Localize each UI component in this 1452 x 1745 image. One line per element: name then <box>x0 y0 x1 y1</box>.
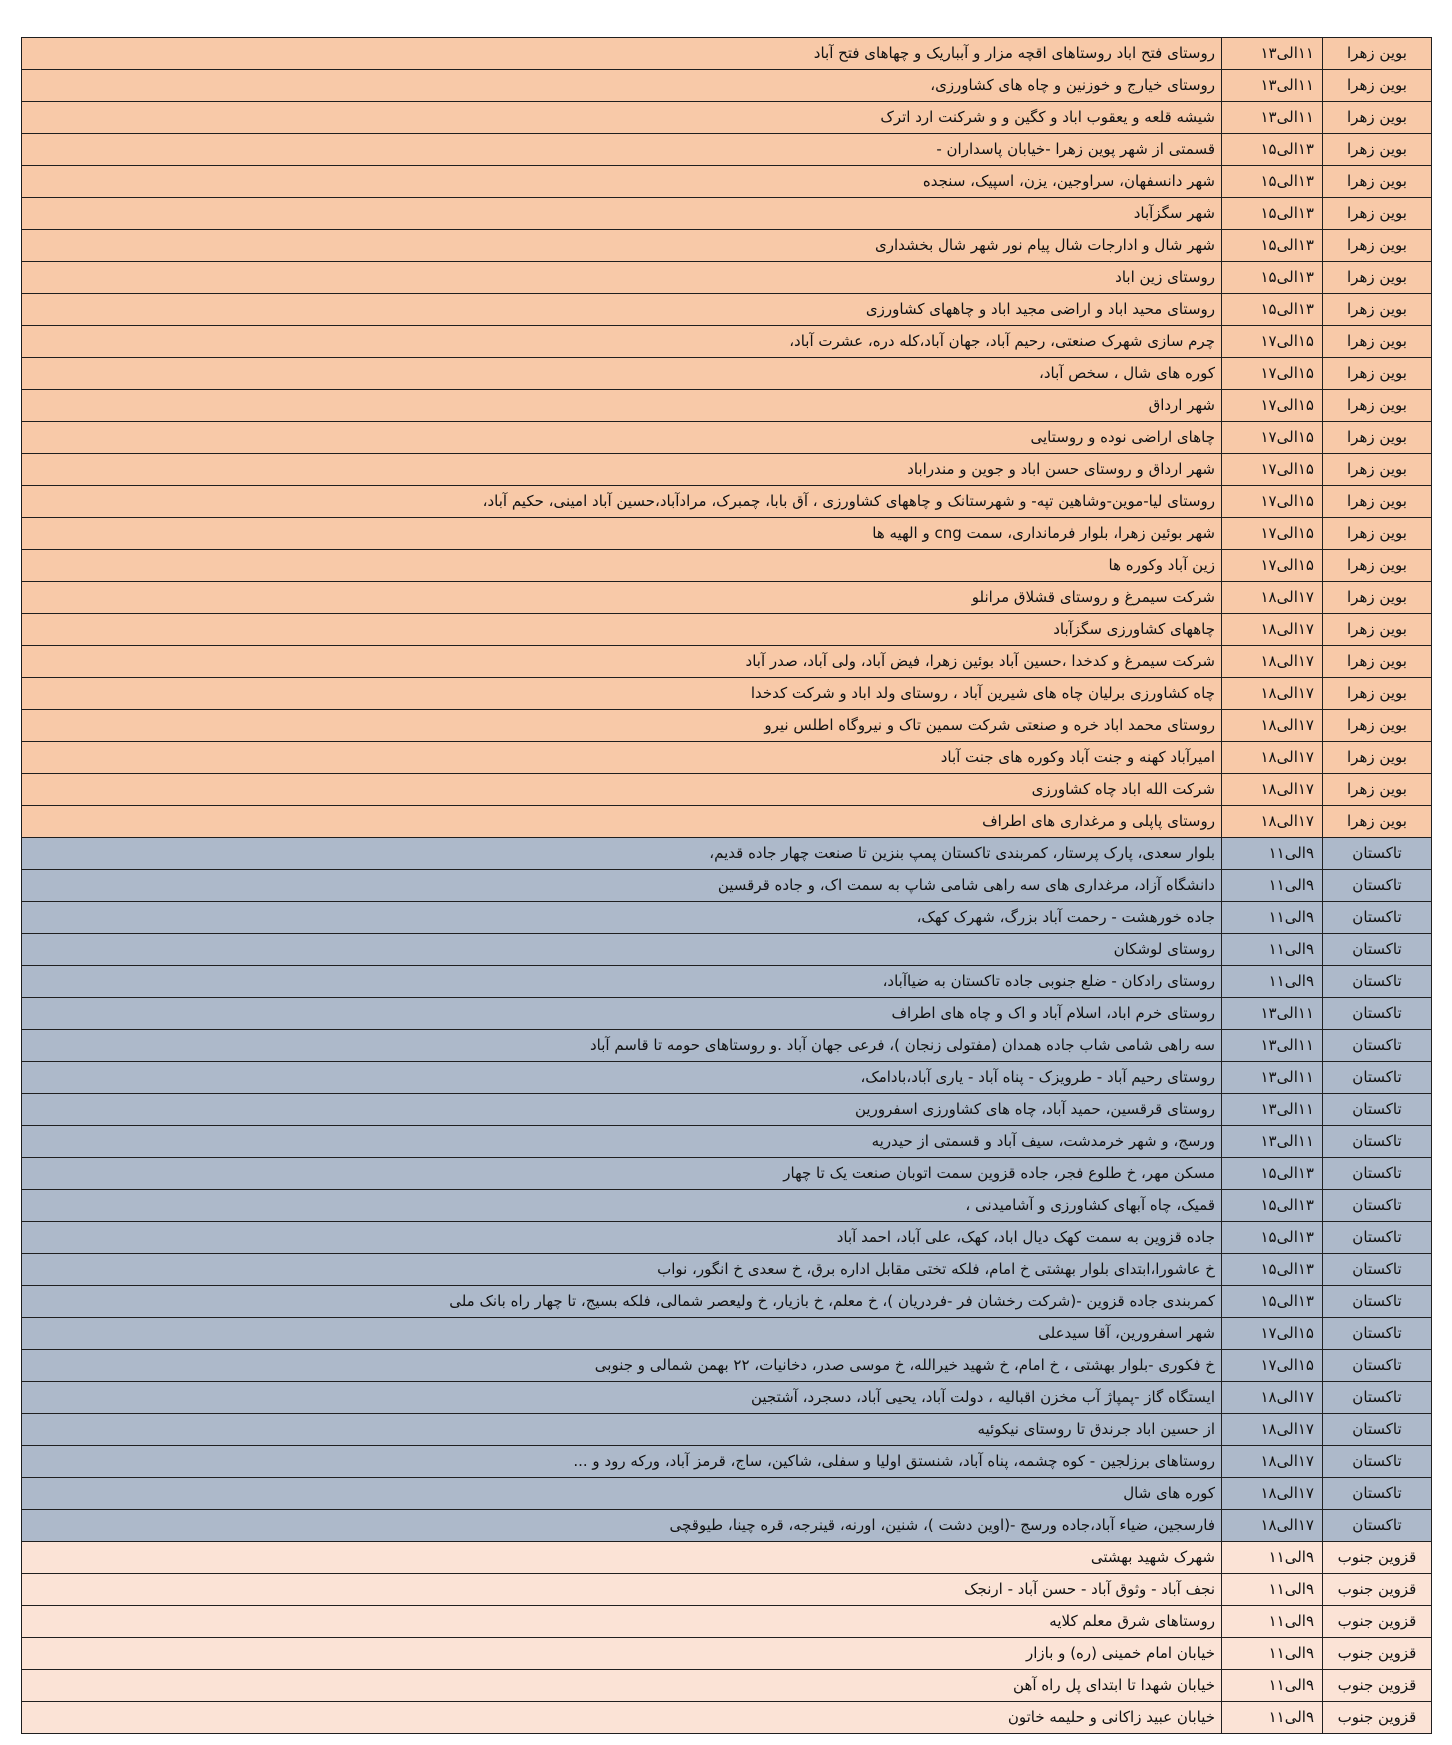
region-cell: بوین زهرا <box>1323 678 1432 710</box>
region-cell: تاکستان <box>1323 1254 1432 1286</box>
table-row <box>22 1222 1432 1254</box>
region-cell: تاکستان <box>1323 1318 1432 1350</box>
region-cell: بوین زهرا <box>1323 582 1432 614</box>
region-cell: قزوین جنوب <box>1323 1606 1432 1638</box>
region-cell: بوین زهرا <box>1323 166 1432 198</box>
area-cell: سه راهی شامی شاب جاده همدان (مفتولی زنجان )، فرعی جهان آباد .و روستاهای حومه تا قاسم آباد <box>22 1030 1222 1062</box>
area-cell: چاه کشاورزی برلیان چاه های شیرین آباد ، روستای ولد اباد و شرکت کدخدا <box>22 678 1222 710</box>
hours-cell: ۱۳الی۱۵ <box>1222 262 1323 294</box>
table-row <box>22 614 1432 646</box>
region-cell: بوین زهرا <box>1323 806 1432 838</box>
hours-cell: ۹الی۱۱ <box>1222 1542 1323 1574</box>
table-row <box>22 70 1432 102</box>
area-cell: جاده خورهشت - رحمت آباد بزرگ، شهرک کهک، <box>22 902 1222 934</box>
area-cell: کوره های شال ، سخص آباد، <box>22 358 1222 390</box>
table-row <box>22 1702 1432 1734</box>
table-row <box>22 1414 1432 1446</box>
hours-cell: ۱۱الی۱۳ <box>1222 1030 1323 1062</box>
area-cell: شهر بوئین زهرا، بلوار فرمانداری، سمت cng و الهیه ها <box>22 518 1222 550</box>
hours-cell: ۹الی۱۱ <box>1222 838 1323 870</box>
region-cell: تاکستان <box>1323 1478 1432 1510</box>
area-cell: روستای پاپلی و مرغداری های اطراف <box>22 806 1222 838</box>
table-row <box>22 1030 1432 1062</box>
region-cell: بوین زهرا <box>1323 294 1432 326</box>
area-cell: روستای لوشکان <box>22 934 1222 966</box>
table-row <box>22 1574 1432 1606</box>
table-row <box>22 710 1432 742</box>
region-cell: قزوین جنوب <box>1323 1702 1432 1734</box>
area-cell: چاهای اراضی نوده و روستایی <box>22 422 1222 454</box>
hours-cell: ۱۳الی۱۵ <box>1222 198 1323 230</box>
table-row <box>22 582 1432 614</box>
area-cell: مسکن مهر، خ طلوع فجر، جاده قزوین سمت اتوبان صنعت یک تا چهار <box>22 1158 1222 1190</box>
hours-cell: ۱۳الی۱۵ <box>1222 1286 1323 1318</box>
table-row <box>22 134 1432 166</box>
table-row <box>22 1286 1432 1318</box>
region-cell: تاکستان <box>1323 998 1432 1030</box>
hours-cell: ۹الی۱۱ <box>1222 1606 1323 1638</box>
table-row <box>22 294 1432 326</box>
table-row <box>22 358 1432 390</box>
region-cell: تاکستان <box>1323 1030 1432 1062</box>
hours-cell: ۱۱الی۱۳ <box>1222 1062 1323 1094</box>
table-row <box>22 1190 1432 1222</box>
table-row <box>22 1094 1432 1126</box>
area-cell: ایستگاه گاز -پمپاژ آب مخزن اقبالیه ، دولت آباد، یحیی آباد، دسجرد، آشتجین <box>22 1382 1222 1414</box>
region-cell: تاکستان <box>1323 1510 1432 1542</box>
table-row <box>22 1350 1432 1382</box>
area-cell: شیشه قلعه و یعقوب اباد و کگین و و شرکنت ارد اترک <box>22 102 1222 134</box>
area-cell: روستای رحیم آباد - طرویزک - پناه آباد - یاری آباد،بادامک، <box>22 1062 1222 1094</box>
table-row <box>22 966 1432 998</box>
table-row <box>22 166 1432 198</box>
area-cell: روستای محید اباد و اراضی مجید اباد و چاههای کشاورزی <box>22 294 1222 326</box>
table-row <box>22 1318 1432 1350</box>
hours-cell: ۱۵الی۱۷ <box>1222 1350 1323 1382</box>
region-cell: بوین زهرا <box>1323 198 1432 230</box>
region-cell: تاکستان <box>1323 1382 1432 1414</box>
area-cell: امیرآباد کهنه و جنت آباد وکوره های جنت آباد <box>22 742 1222 774</box>
area-cell: روستای خیارج و خوزنین و چاه های کشاورزی، <box>22 70 1222 102</box>
region-cell: بوین زهرا <box>1323 230 1432 262</box>
table-row <box>22 262 1432 294</box>
region-cell: قزوین جنوب <box>1323 1542 1432 1574</box>
area-cell: زین آباد وکوره ها <box>22 550 1222 582</box>
hours-cell: ۱۷الی۱۸ <box>1222 614 1323 646</box>
region-cell: بوین زهرا <box>1323 646 1432 678</box>
area-cell: شهر دانسفهان، سراوجین، یزن، اسپیک، سنجده <box>22 166 1222 198</box>
hours-cell: ۱۷الی۱۸ <box>1222 1414 1323 1446</box>
table-row <box>22 870 1432 902</box>
area-cell: روستای زین اباد <box>22 262 1222 294</box>
table-row <box>22 454 1432 486</box>
region-cell: تاکستان <box>1323 934 1432 966</box>
hours-cell: ۱۱الی۱۳ <box>1222 1094 1323 1126</box>
region-cell: بوین زهرا <box>1323 614 1432 646</box>
region-cell: بوین زهرا <box>1323 134 1432 166</box>
region-cell: بوین زهرا <box>1323 102 1432 134</box>
region-cell: بوین زهرا <box>1323 742 1432 774</box>
hours-cell: ۹الی۱۱ <box>1222 1702 1323 1734</box>
table-row <box>22 1670 1432 1702</box>
region-cell: بوین زهرا <box>1323 70 1432 102</box>
area-cell: خ عاشورا،ابتدای بلوار بهشتی خ امام، فلکه تختی مقابل اداره برق، خ سعدی خ انگور، نواب <box>22 1254 1222 1286</box>
hours-cell: ۱۷الی۱۸ <box>1222 678 1323 710</box>
table-row <box>22 1478 1432 1510</box>
region-cell: بوین زهرا <box>1323 358 1432 390</box>
hours-cell: ۱۷الی۱۸ <box>1222 582 1323 614</box>
hours-cell: ۱۵الی۱۷ <box>1222 454 1323 486</box>
area-cell: شهر ارداق <box>22 390 1222 422</box>
table-row <box>22 550 1432 582</box>
region-cell: قزوین جنوب <box>1323 1574 1432 1606</box>
region-cell: تاکستان <box>1323 1062 1432 1094</box>
region-cell: تاکستان <box>1323 870 1432 902</box>
region-cell: بوین زهرا <box>1323 390 1432 422</box>
area-cell: روستای محمد اباد خره و صنعتی شرکت سمین تاک و نیروگاه اطلس نیرو <box>22 710 1222 742</box>
hours-cell: ۱۳الی۱۵ <box>1222 294 1323 326</box>
region-cell: تاکستان <box>1323 1446 1432 1478</box>
table-row <box>22 1382 1432 1414</box>
area-cell: خیابان شهدا تا ابتدای پل راه آهن <box>22 1670 1222 1702</box>
hours-cell: ۱۳الی۱۵ <box>1222 1254 1323 1286</box>
hours-cell: ۹الی۱۱ <box>1222 934 1323 966</box>
table-row <box>22 1062 1432 1094</box>
hours-cell: ۱۵الی۱۷ <box>1222 486 1323 518</box>
table-row <box>22 1446 1432 1478</box>
area-cell: خیابان عبید زاکانی و حلیمه خاتون <box>22 1702 1222 1734</box>
hours-cell: ۱۷الی۱۸ <box>1222 1510 1323 1542</box>
table-row <box>22 518 1432 550</box>
region-cell: بوین زهرا <box>1323 518 1432 550</box>
hours-cell: ۱۷الی۱۸ <box>1222 806 1323 838</box>
region-cell: بوین زهرا <box>1323 38 1432 70</box>
region-cell: تاکستان <box>1323 966 1432 998</box>
region-cell: قزوین جنوب <box>1323 1638 1432 1670</box>
hours-cell: ۱۷الی۱۸ <box>1222 742 1323 774</box>
table-row <box>22 1158 1432 1190</box>
area-cell: کمربندی جاده قزوین -(شرکت رخشان فر -فردریان )، خ معلم، خ بازیار، خ ولیعصر شمالی، فلکه بسیج، تا چهار راه بانک ملی <box>22 1286 1222 1318</box>
region-cell: تاکستان <box>1323 1126 1432 1158</box>
area-cell: روستای رادکان - ضلع جنوبی جاده تاکستان به ضیاآباد، <box>22 966 1222 998</box>
table-row <box>22 774 1432 806</box>
hours-cell: ۱۷الی۱۸ <box>1222 646 1323 678</box>
hours-cell: ۱۷الی۱۸ <box>1222 774 1323 806</box>
region-cell: بوین زهرا <box>1323 454 1432 486</box>
region-cell: بوین زهرا <box>1323 422 1432 454</box>
area-cell: دانشگاه آزاد، مرغداری های سه راهی شامی شاپ به سمت اک، و جاده قرقسین <box>22 870 1222 902</box>
hours-cell: ۹الی۱۱ <box>1222 966 1323 998</box>
area-cell: شرکت سیمرغ و روستای قشلاق مرانلو <box>22 582 1222 614</box>
area-cell: فارسجین، ضیاء آباد،جاده ورسج -(اوین دشت )، شنین، اورنه، قینرجه، قره چینا، طیوقچی <box>22 1510 1222 1542</box>
hours-cell: ۱۵الی۱۷ <box>1222 518 1323 550</box>
area-cell: شهر شال و ادارجات شال پیام نور شهر شال بخشداری <box>22 230 1222 262</box>
area-cell: روستاهای برزلجین - کوه چشمه، پناه آباد، شنستق اولیا و سفلی، شاکین، ساج، قرمز آباد، ورکه رود و ... <box>22 1446 1222 1478</box>
table-row <box>22 230 1432 262</box>
hours-cell: ۱۳الی۱۵ <box>1222 134 1323 166</box>
area-cell: شرکت الله اباد چاه کشاورزی <box>22 774 1222 806</box>
table-row <box>22 38 1432 70</box>
table-row <box>22 1606 1432 1638</box>
hours-cell: ۱۷الی۱۸ <box>1222 1382 1323 1414</box>
area-cell: شرکت سیمرغ و کدخدا ،حسین آباد بوئین زهرا، فیض آباد، ولی آباد، صدر آباد <box>22 646 1222 678</box>
hours-cell: ۱۳الی۱۵ <box>1222 166 1323 198</box>
hours-cell: ۱۳الی۱۵ <box>1222 1158 1323 1190</box>
table-row <box>22 742 1432 774</box>
hours-cell: ۹الی۱۱ <box>1222 1574 1323 1606</box>
area-cell: بلوار سعدی، پارک پرستار، کمربندی تاکستان پمپ بنزین تا صنعت چهار جاده قدیم، <box>22 838 1222 870</box>
hours-cell: ۱۵الی۱۷ <box>1222 358 1323 390</box>
hours-cell: ۱۷الی۱۸ <box>1222 1446 1323 1478</box>
area-cell: ورسج، و شهر خرمدشت، سیف آباد و قسمتی از حیدریه <box>22 1126 1222 1158</box>
hours-cell: ۱۵الی۱۷ <box>1222 390 1323 422</box>
hours-cell: ۱۱الی۱۳ <box>1222 998 1323 1030</box>
area-cell: جاده قزوین به سمت کهک دیال اباد، کهک، علی آباد، احمد آباد <box>22 1222 1222 1254</box>
area-cell: چرم سازی شهرک صنعتی، رحیم آباد، جهان آباد،کله دره، عشرت آباد، <box>22 326 1222 358</box>
area-cell: روستای خرم اباد، اسلام آباد و اک و چاه های اطراف <box>22 998 1222 1030</box>
area-cell: خیابان امام خمینی (ره) و بازار <box>22 1638 1222 1670</box>
region-cell: قزوین جنوب <box>1323 1670 1432 1702</box>
region-cell: بوین زهرا <box>1323 262 1432 294</box>
region-cell: بوین زهرا <box>1323 710 1432 742</box>
region-cell: بوین زهرا <box>1323 326 1432 358</box>
table-row <box>22 1542 1432 1574</box>
area-cell: روستای لیا-موین-وشاهین تپه- و شهرستانک و چاههای کشاورزی ، آق بابا، چمبرک، مرادآباد،حسین آباد امینی، حکیم آباد، <box>22 486 1222 518</box>
table-row <box>22 422 1432 454</box>
area-cell: کوره های شال <box>22 1478 1222 1510</box>
hours-cell: ۹الی۱۱ <box>1222 1638 1323 1670</box>
table-row <box>22 806 1432 838</box>
hours-cell: ۱۱الی۱۳ <box>1222 102 1323 134</box>
hours-cell: ۱۱الی۱۳ <box>1222 70 1323 102</box>
hours-cell: ۹الی۱۱ <box>1222 870 1323 902</box>
table-row <box>22 934 1432 966</box>
area-cell: قمیک، چاه آبهای کشاورزی و آشامیدنی ، <box>22 1190 1222 1222</box>
hours-cell: ۹الی۱۱ <box>1222 902 1323 934</box>
region-cell: تاکستان <box>1323 1414 1432 1446</box>
area-cell: شهر اسفرورین، آقا سیدعلی <box>22 1318 1222 1350</box>
hours-cell: ۱۷الی۱۸ <box>1222 710 1323 742</box>
area-cell: روستاهای شرق معلم کلایه <box>22 1606 1222 1638</box>
region-cell: بوین زهرا <box>1323 486 1432 518</box>
area-cell: از حسین اباد جرندق تا روستای نیکوئیه <box>22 1414 1222 1446</box>
hours-cell: ۹الی۱۱ <box>1222 1670 1323 1702</box>
region-cell: تاکستان <box>1323 902 1432 934</box>
outage-schedule-table <box>21 37 1432 1734</box>
region-cell: تاکستان <box>1323 838 1432 870</box>
table-row <box>22 838 1432 870</box>
hours-cell: ۱۵الی۱۷ <box>1222 550 1323 582</box>
hours-cell: ۱۷الی۱۸ <box>1222 1478 1323 1510</box>
table-row <box>22 102 1432 134</box>
table-row <box>22 646 1432 678</box>
table-row <box>22 1510 1432 1542</box>
region-cell: تاکستان <box>1323 1158 1432 1190</box>
area-cell: نجف آباد - وثوق آباد - حسن آباد - ارنجک <box>22 1574 1222 1606</box>
region-cell: تاکستان <box>1323 1286 1432 1318</box>
region-cell: بوین زهرا <box>1323 550 1432 582</box>
table-row <box>22 390 1432 422</box>
region-cell: تاکستان <box>1323 1222 1432 1254</box>
region-cell: تاکستان <box>1323 1190 1432 1222</box>
area-cell: چاههای کشاورزی سگزآباد <box>22 614 1222 646</box>
hours-cell: ۱۵الی۱۷ <box>1222 1318 1323 1350</box>
area-cell: شهر ارداق و روستای حسن اباد و جوین و مندراباد <box>22 454 1222 486</box>
area-cell: شهرک شهید بهشتی <box>22 1542 1222 1574</box>
table-row <box>22 1638 1432 1670</box>
table-row <box>22 998 1432 1030</box>
area-cell: روستای قرقسین، حمید آباد، چاه های کشاورزی اسفرورین <box>22 1094 1222 1126</box>
area-cell: روستای فتح اباد روستاهای اقچه مزار و آبباریک و چهاهای فتح آباد <box>22 38 1222 70</box>
table-row <box>22 486 1432 518</box>
hours-cell: ۱۳الی۱۵ <box>1222 1190 1323 1222</box>
area-cell: خ فکوری -بلوار بهشتی ، خ امام، خ شهید خیرالله، خ موسی صدر، دخانیات، ۲۲ بهمن شمالی و جنوبی <box>22 1350 1222 1382</box>
region-cell: بوین زهرا <box>1323 774 1432 806</box>
table-row <box>22 1126 1432 1158</box>
region-cell: تاکستان <box>1323 1094 1432 1126</box>
hours-cell: ۱۵الی۱۷ <box>1222 326 1323 358</box>
region-cell: تاکستان <box>1323 1350 1432 1382</box>
table-row <box>22 678 1432 710</box>
area-cell: شهر سگزآباد <box>22 198 1222 230</box>
table-row <box>22 902 1432 934</box>
area-cell: قسمتی از شهر پوین زهرا -خیابان پاسداران - <box>22 134 1222 166</box>
hours-cell: ۱۳الی۱۵ <box>1222 230 1323 262</box>
hours-cell: ۱۱الی۱۳ <box>1222 1126 1323 1158</box>
table-row <box>22 198 1432 230</box>
table-row <box>22 326 1432 358</box>
table-row <box>22 1254 1432 1286</box>
hours-cell: ۱۳الی۱۵ <box>1222 1222 1323 1254</box>
hours-cell: ۱۵الی۱۷ <box>1222 422 1323 454</box>
hours-cell: ۱۱الی۱۳ <box>1222 38 1323 70</box>
